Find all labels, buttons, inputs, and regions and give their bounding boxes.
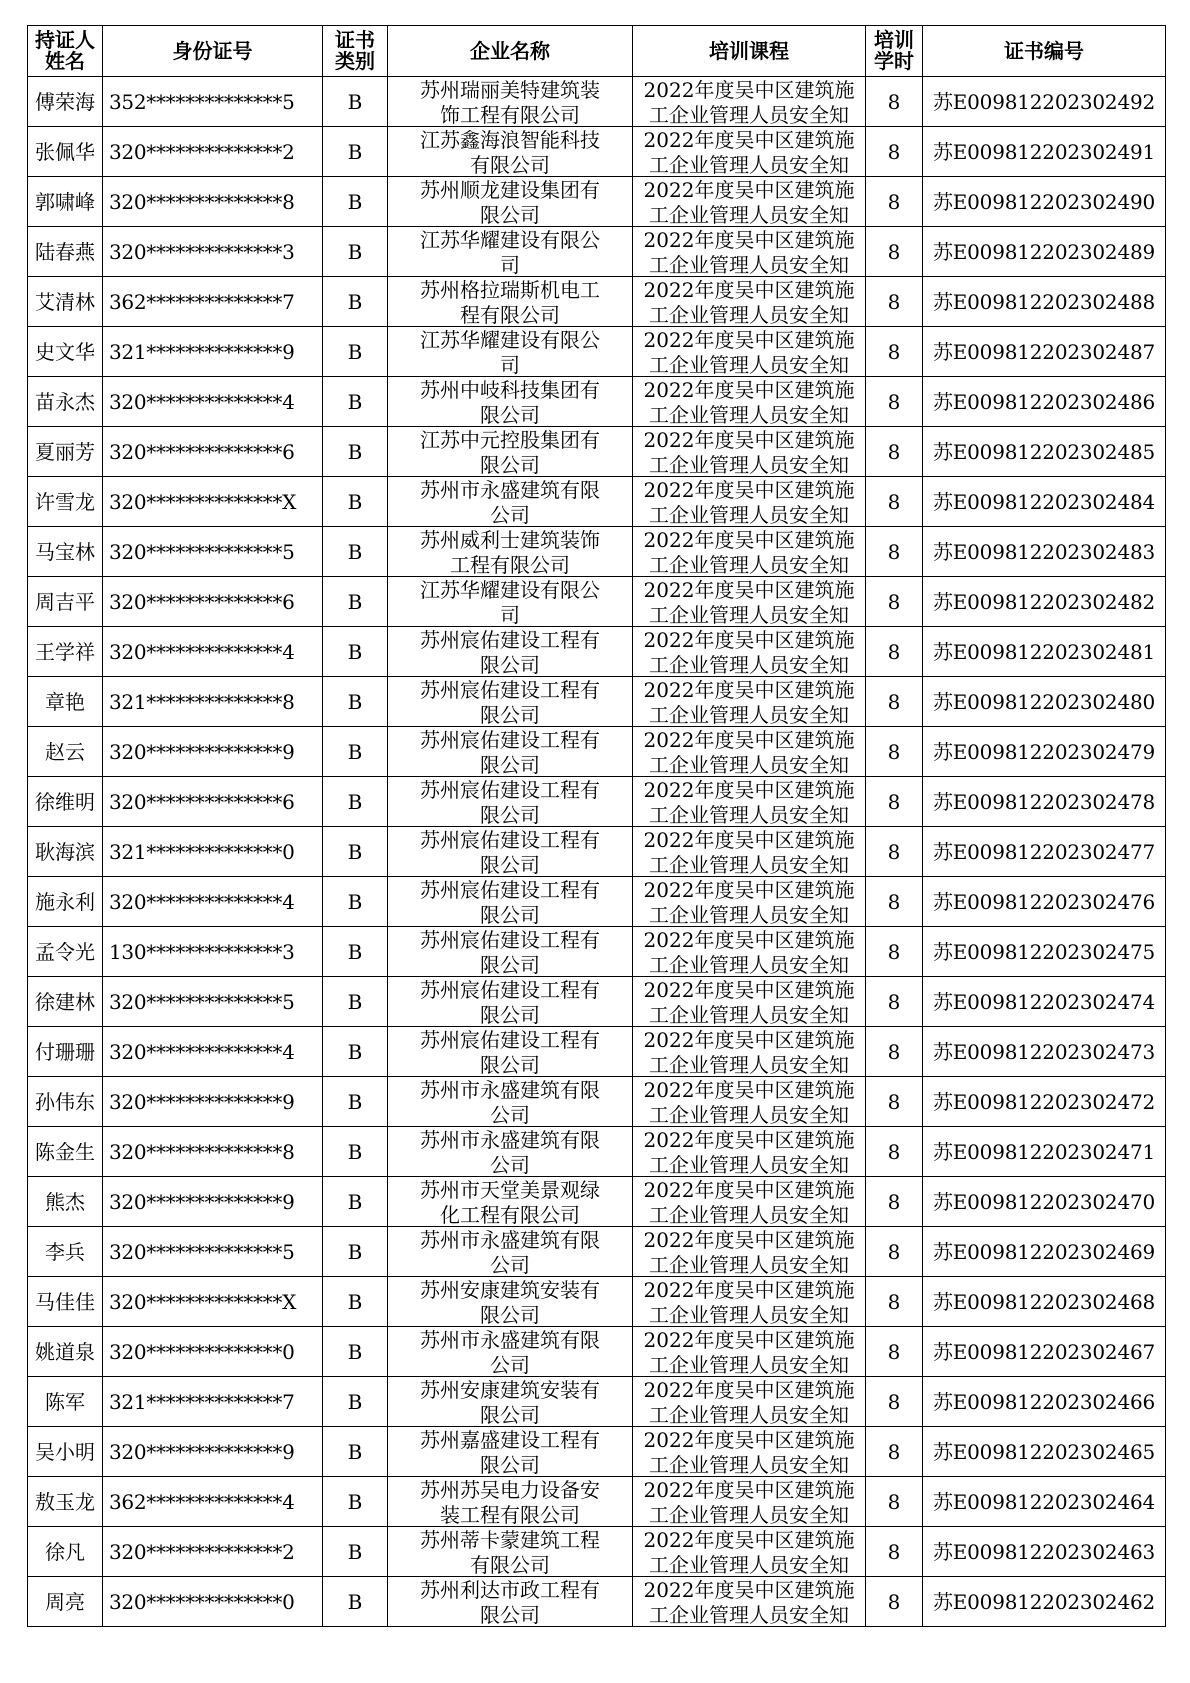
table-row [28, 927, 1166, 977]
id-number: 320**************6 [103, 427, 323, 477]
cert-number: 苏E009812202302481 [923, 627, 1166, 677]
company-name: 苏州苏吴电力设备安 装工程有限公司 [388, 1477, 633, 1527]
training-hours: 8 [866, 1177, 923, 1227]
training-hours: 8 [866, 1427, 923, 1477]
company-name: 苏州宸佑建设工程有 限公司 [388, 777, 633, 827]
cert-category: B [323, 1027, 388, 1077]
table-row [28, 277, 1166, 327]
table-row [28, 627, 1166, 677]
training-hours: 8 [866, 827, 923, 877]
cert-number: 苏E009812202302476 [923, 877, 1166, 927]
cert-number: 苏E009812202302475 [923, 927, 1166, 977]
cert-number: 苏E009812202302487 [923, 327, 1166, 377]
training-course: 2022年度吴中区建筑施 工企业管理人员安全知 [633, 1127, 866, 1177]
table-row [28, 127, 1166, 177]
training-course: 2022年度吴中区建筑施 工企业管理人员安全知 [633, 1377, 866, 1427]
holder-name: 夏丽芳 [28, 427, 103, 477]
header-company: 企业名称 [388, 26, 633, 77]
cert-number: 苏E009812202302490 [923, 177, 1166, 227]
training-course: 2022年度吴中区建筑施 工企业管理人员安全知 [633, 1027, 866, 1077]
training-course: 2022年度吴中区建筑施 工企业管理人员安全知 [633, 677, 866, 727]
training-hours: 8 [866, 1477, 923, 1527]
id-number: 320**************9 [103, 1177, 323, 1227]
cert-number: 苏E009812202302462 [923, 1577, 1166, 1627]
company-name: 苏州蒂卡蒙建筑工程 有限公司 [388, 1527, 633, 1577]
id-number: 320**************4 [103, 627, 323, 677]
cert-category: B [323, 527, 388, 577]
holder-name: 施永利 [28, 877, 103, 927]
cert-number: 苏E009812202302467 [923, 1327, 1166, 1377]
training-course: 2022年度吴中区建筑施 工企业管理人员安全知 [633, 477, 866, 527]
id-number: 320**************X [103, 1277, 323, 1327]
table-row [28, 1527, 1166, 1577]
training-hours: 8 [866, 1527, 923, 1577]
cert-number: 苏E009812202302468 [923, 1277, 1166, 1327]
table-row [28, 777, 1166, 827]
training-course: 2022年度吴中区建筑施 工企业管理人员安全知 [633, 1177, 866, 1227]
cert-category: B [323, 277, 388, 327]
company-name: 苏州瑞丽美特建筑装 饰工程有限公司 [388, 77, 633, 127]
cert-category: B [323, 177, 388, 227]
holder-name: 陈军 [28, 1377, 103, 1427]
cert-category: B [323, 1127, 388, 1177]
id-number: 320**************4 [103, 877, 323, 927]
id-number: 320**************9 [103, 1077, 323, 1127]
table-row [28, 1277, 1166, 1327]
training-course: 2022年度吴中区建筑施 工企业管理人员安全知 [633, 577, 866, 627]
holder-name: 孙伟东 [28, 1077, 103, 1127]
company-name: 江苏华耀建设有限公 司 [388, 227, 633, 277]
cert-category: B [323, 377, 388, 427]
table-row [28, 677, 1166, 727]
training-course: 2022年度吴中区建筑施 工企业管理人员安全知 [633, 1577, 866, 1627]
holder-name: 姚道泉 [28, 1327, 103, 1377]
id-number: 320**************4 [103, 377, 323, 427]
training-course: 2022年度吴中区建筑施 工企业管理人员安全知 [633, 727, 866, 777]
holder-name: 李兵 [28, 1227, 103, 1277]
training-course: 2022年度吴中区建筑施 工企业管理人员安全知 [633, 1277, 866, 1327]
table-row [28, 1377, 1166, 1427]
holder-name: 徐建林 [28, 977, 103, 1027]
table-row [28, 327, 1166, 377]
holder-name: 马宝林 [28, 527, 103, 577]
training-hours: 8 [866, 1577, 923, 1627]
cert-category: B [323, 227, 388, 277]
training-hours: 8 [866, 377, 923, 427]
cert-category: B [323, 327, 388, 377]
id-number: 320**************6 [103, 577, 323, 627]
id-number: 321**************7 [103, 1377, 323, 1427]
company-name: 苏州宸佑建设工程有 限公司 [388, 827, 633, 877]
holder-name: 张佩华 [28, 127, 103, 177]
training-hours: 8 [866, 427, 923, 477]
table-row [28, 177, 1166, 227]
training-course: 2022年度吴中区建筑施 工企业管理人员安全知 [633, 1077, 866, 1127]
training-hours: 8 [866, 527, 923, 577]
table-row [28, 1577, 1166, 1627]
training-course: 2022年度吴中区建筑施 工企业管理人员安全知 [633, 1527, 866, 1577]
cert-category: B [323, 1527, 388, 1577]
cert-category: B [323, 1477, 388, 1527]
training-course: 2022年度吴中区建筑施 工企业管理人员安全知 [633, 977, 866, 1027]
company-name: 苏州顺龙建设集团有 限公司 [388, 177, 633, 227]
holder-name: 章艳 [28, 677, 103, 727]
header-row [28, 26, 1166, 77]
table-row [28, 1227, 1166, 1277]
table-row [28, 1327, 1166, 1377]
id-number: 362**************7 [103, 277, 323, 327]
training-hours: 8 [866, 127, 923, 177]
header-hours: 培训 学时 [866, 26, 923, 77]
id-number: 320**************9 [103, 1427, 323, 1477]
holder-name: 陆春燕 [28, 227, 103, 277]
training-hours: 8 [866, 927, 923, 977]
id-number: 321**************9 [103, 327, 323, 377]
company-name: 苏州市永盛建筑有限 公司 [388, 477, 633, 527]
cert-category: B [323, 1427, 388, 1477]
company-name: 苏州格拉瑞斯机电工 程有限公司 [388, 277, 633, 327]
training-hours: 8 [866, 277, 923, 327]
table-row [28, 227, 1166, 277]
training-course: 2022年度吴中区建筑施 工企业管理人员安全知 [633, 1427, 866, 1477]
cert-number: 苏E009812202302466 [923, 1377, 1166, 1427]
cert-category: B [323, 427, 388, 477]
holder-name: 史文华 [28, 327, 103, 377]
training-course: 2022年度吴中区建筑施 工企业管理人员安全知 [633, 627, 866, 677]
cert-number: 苏E009812202302470 [923, 1177, 1166, 1227]
company-name: 苏州嘉盛建设工程有 限公司 [388, 1427, 633, 1477]
holder-name: 吴小明 [28, 1427, 103, 1477]
id-number: 320**************5 [103, 977, 323, 1027]
training-course: 2022年度吴中区建筑施 工企业管理人员安全知 [633, 1477, 866, 1527]
training-hours: 8 [866, 1077, 923, 1127]
cert-number: 苏E009812202302480 [923, 677, 1166, 727]
id-number: 320**************0 [103, 1327, 323, 1377]
training-hours: 8 [866, 1327, 923, 1377]
holder-name: 艾清林 [28, 277, 103, 327]
header-course: 培训课程 [633, 26, 866, 77]
cert-number: 苏E009812202302479 [923, 727, 1166, 777]
table-row [28, 377, 1166, 427]
table-header [28, 26, 1166, 77]
header-id: 身份证号 [103, 26, 323, 77]
holder-name: 陈金生 [28, 1127, 103, 1177]
holder-name: 苗永杰 [28, 377, 103, 427]
training-course: 2022年度吴中区建筑施 工企业管理人员安全知 [633, 177, 866, 227]
company-name: 苏州宸佑建设工程有 限公司 [388, 927, 633, 977]
training-course: 2022年度吴中区建筑施 工企业管理人员安全知 [633, 877, 866, 927]
cert-number: 苏E009812202302482 [923, 577, 1166, 627]
id-number: 320**************2 [103, 127, 323, 177]
holder-name: 郭啸峰 [28, 177, 103, 227]
holder-name: 徐维明 [28, 777, 103, 827]
table-row [28, 77, 1166, 127]
training-course: 2022年度吴中区建筑施 工企业管理人员安全知 [633, 127, 866, 177]
cert-category: B [323, 627, 388, 677]
training-course: 2022年度吴中区建筑施 工企业管理人员安全知 [633, 1327, 866, 1377]
header-category: 证书 类别 [323, 26, 388, 77]
training-hours: 8 [866, 227, 923, 277]
cert-category: B [323, 677, 388, 727]
training-hours: 8 [866, 1377, 923, 1427]
training-hours: 8 [866, 1277, 923, 1327]
holder-name: 敖玉龙 [28, 1477, 103, 1527]
cert-category: B [323, 1577, 388, 1627]
holder-name: 孟令光 [28, 927, 103, 977]
header-cert: 证书编号 [923, 26, 1166, 77]
company-name: 苏州宸佑建设工程有 限公司 [388, 1027, 633, 1077]
training-course: 2022年度吴中区建筑施 工企业管理人员安全知 [633, 827, 866, 877]
cert-category: B [323, 1377, 388, 1427]
company-name: 江苏华耀建设有限公 司 [388, 327, 633, 377]
training-hours: 8 [866, 1127, 923, 1177]
cert-category: B [323, 77, 388, 127]
training-hours: 8 [866, 677, 923, 727]
id-number: 320**************X [103, 477, 323, 527]
cert-category: B [323, 977, 388, 1027]
id-number: 320**************6 [103, 777, 323, 827]
training-hours: 8 [866, 727, 923, 777]
table-row [28, 577, 1166, 627]
company-name: 苏州宸佑建设工程有 限公司 [388, 877, 633, 927]
cert-number: 苏E009812202302463 [923, 1527, 1166, 1577]
cert-number: 苏E009812202302489 [923, 227, 1166, 277]
training-hours: 8 [866, 77, 923, 127]
holder-name: 耿海滨 [28, 827, 103, 877]
table-row [28, 727, 1166, 777]
holder-name: 许雪龙 [28, 477, 103, 527]
company-name: 江苏华耀建设有限公 司 [388, 577, 633, 627]
table-row [28, 1477, 1166, 1527]
training-course: 2022年度吴中区建筑施 工企业管理人员安全知 [633, 377, 866, 427]
company-name: 苏州威利士建筑装饰 工程有限公司 [388, 527, 633, 577]
cert-category: B [323, 927, 388, 977]
holder-name: 王学祥 [28, 627, 103, 677]
id-number: 320**************0 [103, 1577, 323, 1627]
cert-number: 苏E009812202302483 [923, 527, 1166, 577]
id-number: 320**************5 [103, 527, 323, 577]
table-row [28, 477, 1166, 527]
id-number: 321**************8 [103, 677, 323, 727]
training-course: 2022年度吴中区建筑施 工企业管理人员安全知 [633, 777, 866, 827]
company-name: 苏州市永盛建筑有限 公司 [388, 1127, 633, 1177]
training-hours: 8 [866, 1227, 923, 1277]
cert-category: B [323, 1327, 388, 1377]
cert-category: B [323, 1177, 388, 1227]
cert-category: B [323, 1227, 388, 1277]
training-hours: 8 [866, 327, 923, 377]
holder-name: 徐凡 [28, 1527, 103, 1577]
training-hours: 8 [866, 877, 923, 927]
cert-category: B [323, 1277, 388, 1327]
training-course: 2022年度吴中区建筑施 工企业管理人员安全知 [633, 1227, 866, 1277]
holder-name: 马佳佳 [28, 1277, 103, 1327]
table-row [28, 1177, 1166, 1227]
training-hours: 8 [866, 977, 923, 1027]
cert-category: B [323, 127, 388, 177]
training-hours: 8 [866, 777, 923, 827]
training-course: 2022年度吴中区建筑施 工企业管理人员安全知 [633, 527, 866, 577]
table-row [28, 827, 1166, 877]
training-course: 2022年度吴中区建筑施 工企业管理人员安全知 [633, 927, 866, 977]
company-name: 苏州宸佑建设工程有 限公司 [388, 727, 633, 777]
company-name: 江苏中元控股集团有 限公司 [388, 427, 633, 477]
training-hours: 8 [866, 627, 923, 677]
header-name: 持证人 姓名 [28, 26, 103, 77]
cert-number: 苏E009812202302492 [923, 77, 1166, 127]
id-number: 320**************2 [103, 1527, 323, 1577]
id-number: 321**************0 [103, 827, 323, 877]
company-name: 苏州宸佑建设工程有 限公司 [388, 627, 633, 677]
id-number: 320**************8 [103, 177, 323, 227]
id-number: 320**************9 [103, 727, 323, 777]
cert-category: B [323, 577, 388, 627]
id-number: 362**************4 [103, 1477, 323, 1527]
id-number: 130**************3 [103, 927, 323, 977]
table-body [28, 77, 1166, 1627]
cert-number: 苏E009812202302472 [923, 1077, 1166, 1127]
company-name: 苏州市永盛建筑有限 公司 [388, 1227, 633, 1277]
cert-number: 苏E009812202302465 [923, 1427, 1166, 1477]
cert-number: 苏E009812202302477 [923, 827, 1166, 877]
cert-number: 苏E009812202302491 [923, 127, 1166, 177]
company-name: 江苏鑫海浪智能科技 有限公司 [388, 127, 633, 177]
cert-category: B [323, 477, 388, 527]
id-number: 320**************8 [103, 1127, 323, 1177]
table-row [28, 527, 1166, 577]
holder-name: 付珊珊 [28, 1027, 103, 1077]
company-name: 苏州宸佑建设工程有 限公司 [388, 977, 633, 1027]
cert-number: 苏E009812202302486 [923, 377, 1166, 427]
company-name: 苏州市永盛建筑有限 公司 [388, 1327, 633, 1377]
company-name: 苏州中岐科技集团有 限公司 [388, 377, 633, 427]
table-row [28, 1127, 1166, 1177]
training-course: 2022年度吴中区建筑施 工企业管理人员安全知 [633, 327, 866, 377]
holder-name: 赵云 [28, 727, 103, 777]
table-row [28, 427, 1166, 477]
cert-number: 苏E009812202302484 [923, 477, 1166, 527]
table-row [28, 1027, 1166, 1077]
table-row [28, 1077, 1166, 1127]
cert-number: 苏E009812202302464 [923, 1477, 1166, 1527]
training-course: 2022年度吴中区建筑施 工企业管理人员安全知 [633, 277, 866, 327]
cert-category: B [323, 827, 388, 877]
table-row [28, 977, 1166, 1027]
table-row [28, 1427, 1166, 1477]
certificate-table [27, 25, 1166, 1627]
training-course: 2022年度吴中区建筑施 工企业管理人员安全知 [633, 77, 866, 127]
company-name: 苏州安康建筑安装有 限公司 [388, 1377, 633, 1427]
training-hours: 8 [866, 577, 923, 627]
company-name: 苏州市天堂美景观绿 化工程有限公司 [388, 1177, 633, 1227]
id-number: 320**************5 [103, 1227, 323, 1277]
id-number: 320**************4 [103, 1027, 323, 1077]
training-hours: 8 [866, 477, 923, 527]
training-hours: 8 [866, 177, 923, 227]
holder-name: 周吉平 [28, 577, 103, 627]
training-course: 2022年度吴中区建筑施 工企业管理人员安全知 [633, 427, 866, 477]
training-course: 2022年度吴中区建筑施 工企业管理人员安全知 [633, 227, 866, 277]
table-row [28, 877, 1166, 927]
holder-name: 熊杰 [28, 1177, 103, 1227]
cert-number: 苏E009812202302473 [923, 1027, 1166, 1077]
cert-number: 苏E009812202302474 [923, 977, 1166, 1027]
cert-category: B [323, 877, 388, 927]
cert-category: B [323, 777, 388, 827]
id-number: 352**************5 [103, 77, 323, 127]
holder-name: 傅荣海 [28, 77, 103, 127]
company-name: 苏州宸佑建设工程有 限公司 [388, 677, 633, 727]
cert-number: 苏E009812202302469 [923, 1227, 1166, 1277]
cert-number: 苏E009812202302488 [923, 277, 1166, 327]
cert-number: 苏E009812202302478 [923, 777, 1166, 827]
company-name: 苏州市永盛建筑有限 公司 [388, 1077, 633, 1127]
cert-category: B [323, 727, 388, 777]
id-number: 320**************3 [103, 227, 323, 277]
company-name: 苏州利达市政工程有 限公司 [388, 1577, 633, 1627]
cert-category: B [323, 1077, 388, 1127]
company-name: 苏州安康建筑安装有 限公司 [388, 1277, 633, 1327]
training-hours: 8 [866, 1027, 923, 1077]
cert-number: 苏E009812202302485 [923, 427, 1166, 477]
cert-number: 苏E009812202302471 [923, 1127, 1166, 1177]
holder-name: 周亮 [28, 1577, 103, 1627]
